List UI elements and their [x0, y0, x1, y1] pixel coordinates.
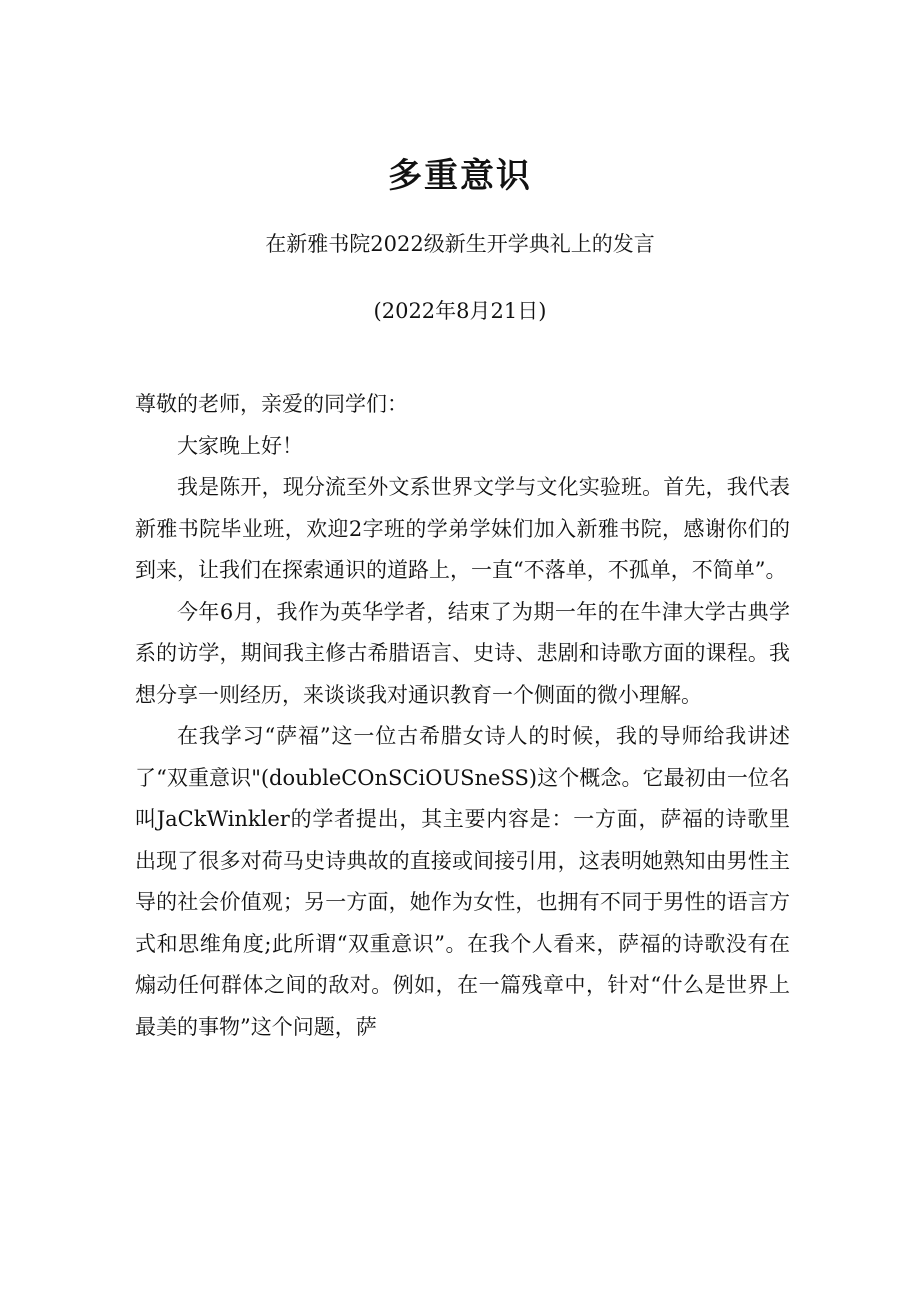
speech-date: (2022年8月21日) [373, 299, 547, 323]
paragraph-oxford-visit: 今年6月，我作为英华学者，结束了为期一年的在牛津大学古典学系的访学，期间我主修古希腊语言、史诗、悲剧和诗歌方面的课程。我想分享一则经历，来谈谈我对通识教育一个侧面的微小理解。 [135, 599, 790, 707]
paragraph-double-consciousness: 在我学习“萨福”这一位古希腊女诗人的时候，我的导师给我讲述了“双重意识"(doubleCOnSCiOUSneSS)这个概念。它最初由一位名叫JaCkWinkler的学者提出，其主要内容是：一方面，萨福的诗歌里出现了很多对荷马史诗典故的直接或间接引用，这表明她熟知由男性主导的社会价值观；另一方面，她作为女性，也拥有不同于男性的语言方式和思维角度;此所谓“双重意识”。在我个人看来，萨福的诗歌没有在煽动任何群体之间的敌对。例如，在一篇残章中，针对“什么是世界上最美的事物”这个问题，萨 [135, 724, 790, 1039]
document-body [135, 384, 790, 1048]
page-subtitle: 在新雅书院2022级新生开学典礼上的发言 [265, 232, 655, 256]
paragraph-greeting: 大家晚上好！ [177, 433, 303, 458]
paragraph-introduction: 我是陈开，现分流至外文系世界文学与文化实验班。首先，我代表新雅书院毕业班，欢迎2字班的学弟学妹们加入新雅书院，感谢你们的到来，让我们在探索通识的道路上，一直“不落单，不孤单，不简单”。 [135, 475, 790, 582]
page-title: 多重意识 [388, 156, 532, 196]
salutation: 尊敬的老师，亲爱的同学们： [135, 392, 408, 416]
